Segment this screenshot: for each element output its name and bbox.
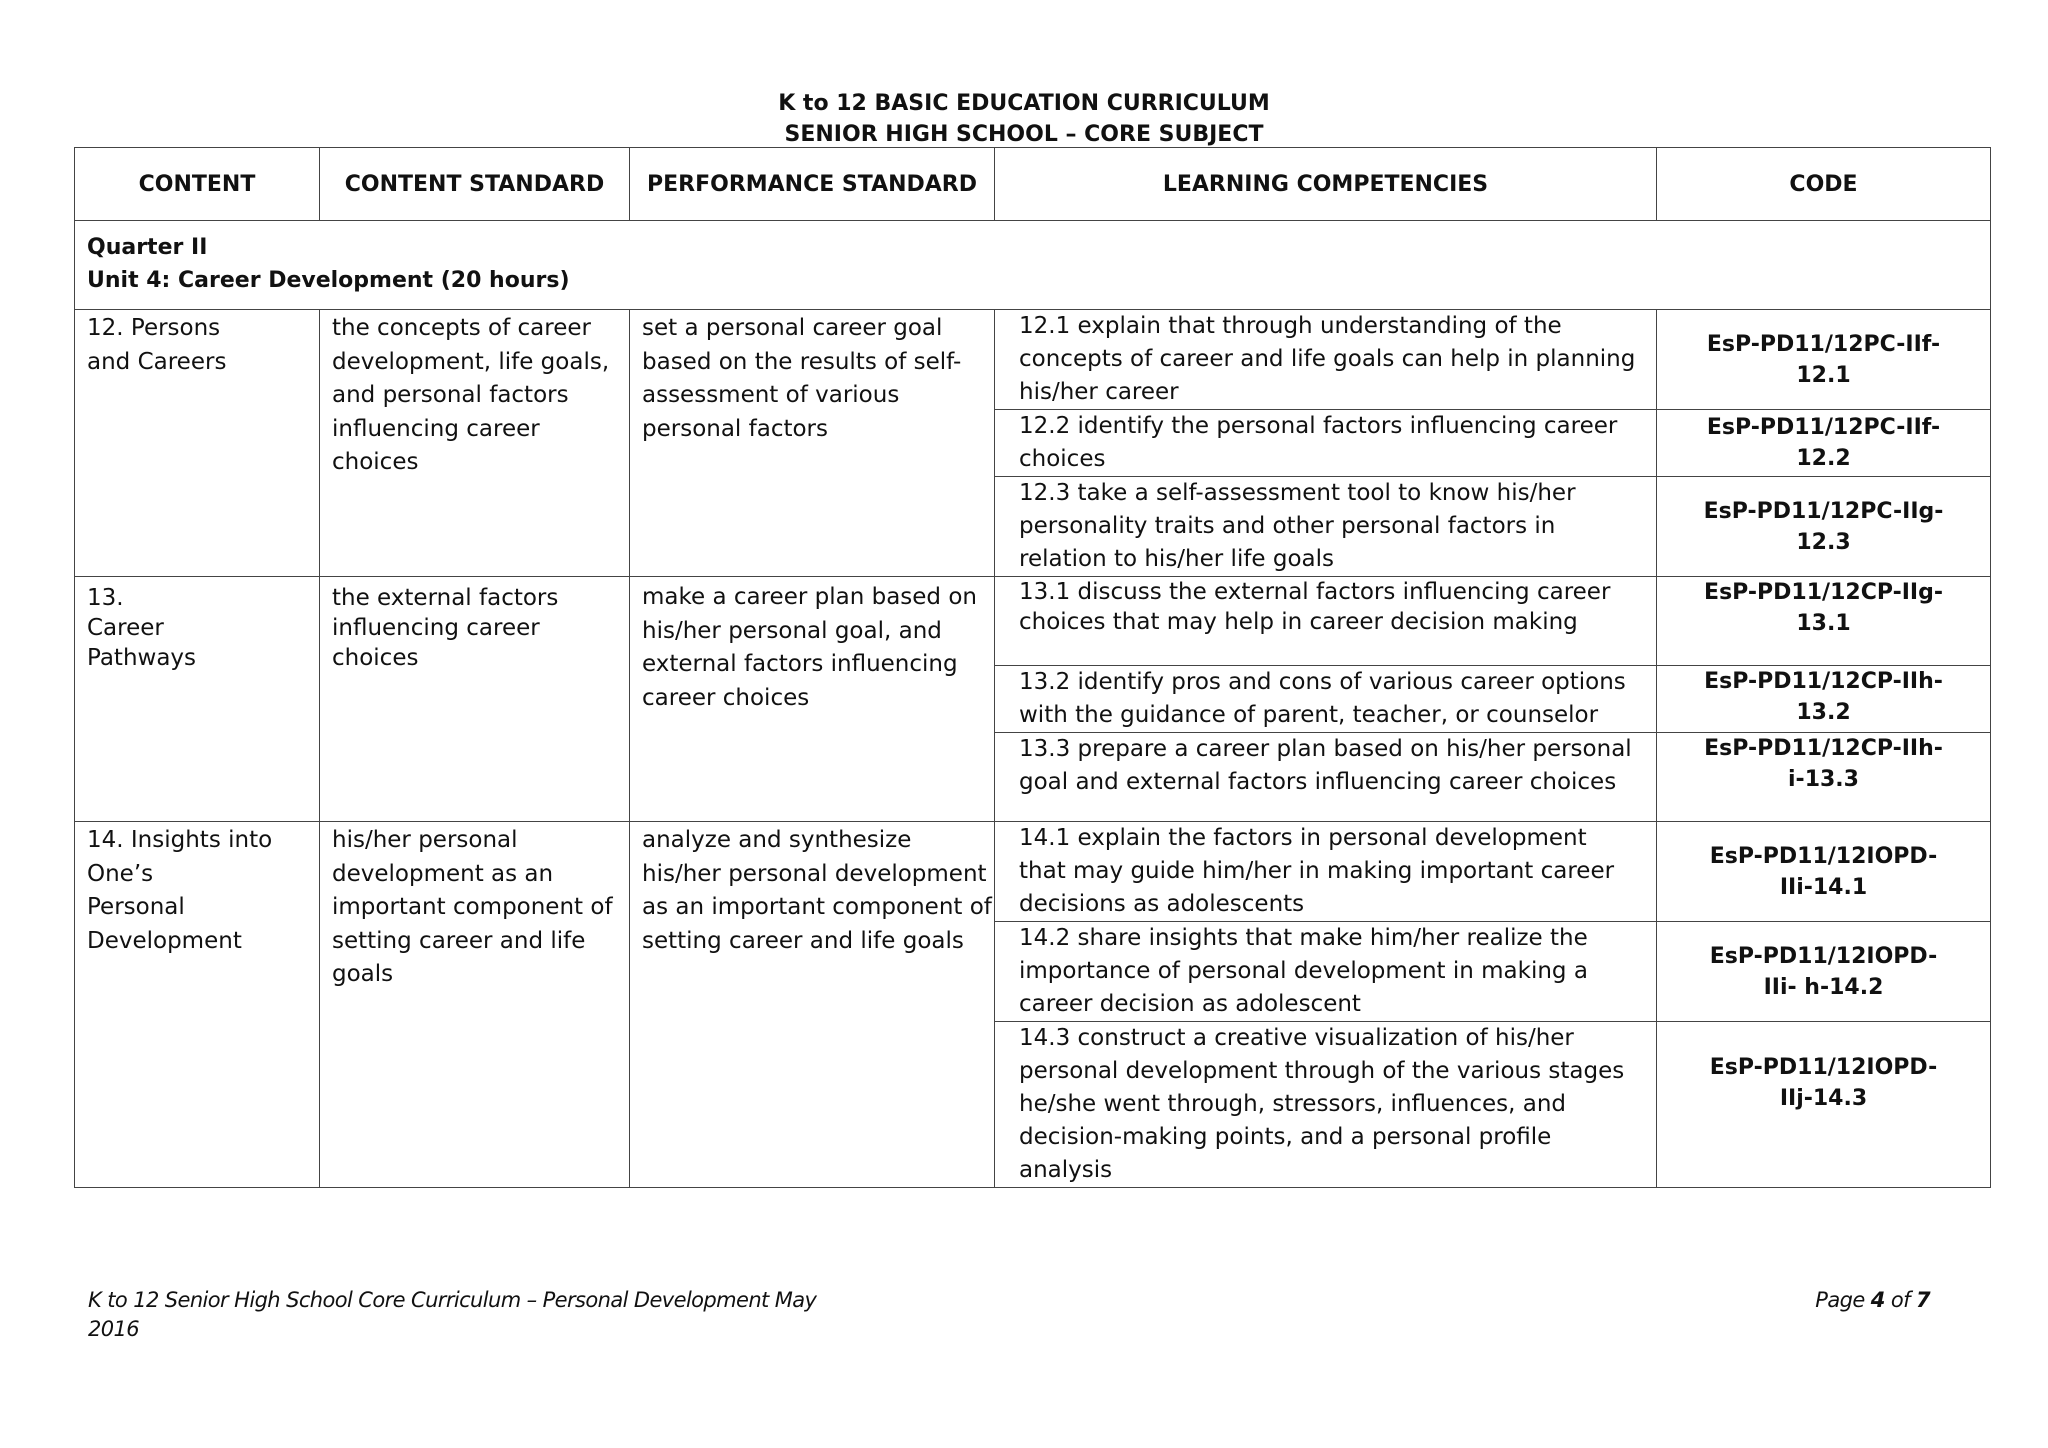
- column-header-content-standard: CONTENT STANDARD: [320, 148, 630, 221]
- content-cell: [75, 822, 320, 1188]
- quarter-row: [75, 221, 1991, 310]
- competency-cell: [995, 577, 1657, 666]
- code-cell: [1657, 577, 1991, 666]
- code-cell: [1657, 1022, 1991, 1188]
- curriculum-table: [74, 147, 1991, 1188]
- content-line: One’s: [87, 860, 154, 887]
- competency-text: 12.2 identify the personal factors influencing career choices: [1019, 413, 1618, 472]
- competency-text: 12.3 take a self-assessment tool to know his/her personality traits and other personal factors in relation to his/her life goals: [1019, 480, 1576, 572]
- page-total: 7: [1915, 1288, 1930, 1312]
- content-line: Career: [87, 615, 164, 641]
- code-cell: [1657, 666, 1991, 733]
- code-cell: [1657, 733, 1991, 822]
- table-row: [75, 310, 1991, 410]
- content-line: Personal: [87, 894, 185, 920]
- page-current: 4: [1870, 1288, 1885, 1312]
- competency-code: EsP-PD11/12PC-IIf-12.1: [1706, 331, 1941, 388]
- table-row: [75, 577, 1991, 666]
- competency-text: 14.2 share insights that make him/her realize the importance of personal development in making a career decision as adolescent: [1019, 925, 1588, 1017]
- content-line: Pathways: [87, 645, 197, 671]
- content-line: 13.: [87, 585, 124, 611]
- content-line: 12. Persons: [87, 315, 221, 341]
- performance-standard-text: make a career plan based on his/her personal goal, and external factors influencing career choices: [642, 584, 977, 711]
- code-cell: [1657, 822, 1991, 922]
- competency-code: EsP-PD11/12CP-IIh-i-13.3: [1704, 736, 1943, 792]
- curriculum-title: K to 12 BASIC EDUCATION CURRICULUM: [778, 91, 1270, 116]
- content-standard-text: the concepts of career development, life goals, and personal factors influencing career choices: [332, 315, 610, 475]
- code-cell: [1657, 310, 1991, 410]
- competency-cell: [995, 310, 1657, 410]
- footer-document-title: K to 12 Senior High School Core Curriculum – Personal Development May 2016: [88, 1288, 817, 1341]
- quarter-cell: [75, 221, 1991, 310]
- content-standard-text: his/her personal development as an important component of setting career and life goals: [332, 827, 613, 987]
- footer-page-number: [1700, 1286, 1930, 1315]
- competency-text: 13.2 identify pros and cons of various career options with the guidance of parent, teacher, or counselor: [1019, 669, 1626, 728]
- competency-cell: [995, 477, 1657, 577]
- competency-text: 14.3 construct a creative visualization of his/her personal development through of the various stages he/she went through, stressors, influences, and decision-making points, and a personal profile analysis: [1019, 1025, 1625, 1183]
- quarter-label: Quarter II: [87, 235, 208, 260]
- competency-code: EsP-PD11/12IOPD-IIi- h-14.2: [1709, 943, 1938, 1000]
- performance-standard-text: analyze and synthesize his/her personal development as an important component of setting career and life goals: [642, 827, 992, 954]
- document-header: [0, 88, 2048, 150]
- content-line: and Careers: [87, 348, 227, 375]
- competency-cell: [995, 410, 1657, 477]
- column-header-learning-competencies: LEARNING COMPETENCIES: [995, 148, 1657, 221]
- performance-standard-cell: [630, 822, 995, 1188]
- competency-cell: [995, 1022, 1657, 1188]
- content-cell: [75, 577, 320, 822]
- competency-text: 13.3 prepare a career plan based on his/her personal goal and external factors influencing career choices: [1019, 736, 1632, 795]
- competency-code: EsP-PD11/12PC-IIf-12.2: [1706, 415, 1941, 471]
- content-standard-cell: [320, 310, 630, 577]
- page-of: of: [1890, 1288, 1910, 1312]
- content-standard-cell: [320, 577, 630, 822]
- curriculum-subtitle: SENIOR HIGH SCHOOL – CORE SUBJECT: [784, 122, 1264, 147]
- competency-text: 12.1 explain that through understanding of the concepts of career and life goals can help in planning his/her career: [1019, 313, 1636, 405]
- performance-standard-text: set a personal career goal based on the results of self- assessment of various personal factors: [642, 315, 962, 442]
- content-cell: [75, 310, 320, 577]
- competency-code: EsP-PD11/12CP-IIh-13.2: [1704, 669, 1943, 725]
- performance-standard-cell: [630, 577, 995, 822]
- competency-cell: [995, 922, 1657, 1022]
- content-line: 14. Insights into: [87, 827, 273, 853]
- competency-code: EsP-PD11/12IOPD-IIi-14.1: [1709, 843, 1938, 900]
- content-standard-cell: [320, 822, 630, 1188]
- competency-code: EsP-PD11/12IOPD-IIj-14.3: [1709, 1055, 1938, 1111]
- performance-standard-cell: [630, 310, 995, 577]
- column-header-content: CONTENT: [75, 148, 320, 221]
- unit-label: Unit 4: Career Development (20 hours): [87, 268, 570, 293]
- column-header-code: CODE: [1657, 148, 1991, 221]
- page-prefix: Page: [1815, 1288, 1865, 1312]
- competency-code: EsP-PD11/12CP-IIg-13.1: [1704, 580, 1943, 636]
- table-row: [75, 822, 1991, 922]
- content-standard-text: the external factors influencing career choices: [332, 585, 559, 671]
- table-header-row: [75, 148, 1991, 221]
- code-cell: [1657, 477, 1991, 577]
- competency-text: 13.1 discuss the external factors influencing career choices that may help in career decision making: [1019, 579, 1611, 635]
- code-cell: [1657, 410, 1991, 477]
- competency-cell: [995, 733, 1657, 822]
- competency-text: 14.1 explain the factors in personal development that may guide him/her in making important career decisions as adolescents: [1019, 825, 1615, 917]
- column-header-performance-standard: PERFORMANCE STANDARD: [630, 148, 995, 221]
- competency-code: EsP-PD11/12PC-IIg-12.3: [1703, 498, 1944, 555]
- competency-cell: [995, 666, 1657, 733]
- competency-cell: [995, 822, 1657, 922]
- code-cell: [1657, 922, 1991, 1022]
- content-line: Development: [87, 927, 242, 954]
